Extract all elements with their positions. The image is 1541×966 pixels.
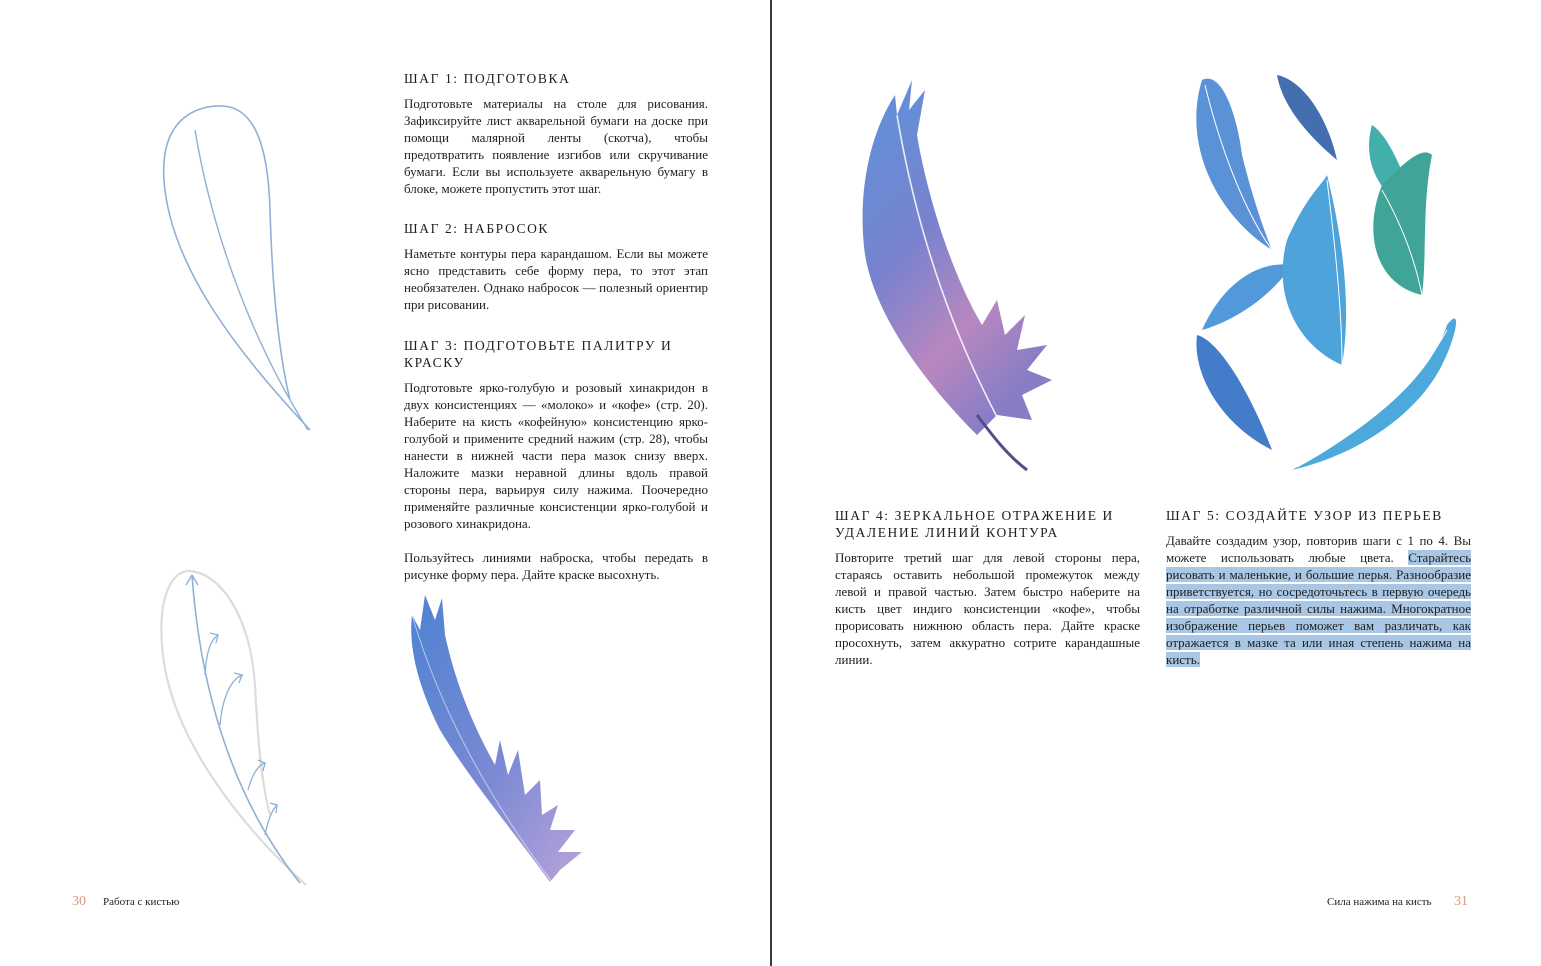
step-5-text xyxy=(1166,532,1471,668)
step-5-text-highlighted[interactable]: Старайтесь рисовать и маленькие, и большие перья. Разнообразие приветствуется, но сосредоточьтесь в первую очередь на отработке различной силы нажима. Многократное изображение перьев поможет вам различать, как отражается в мазке та или иная степень нажима на кисть. xyxy=(1166,550,1472,667)
step-3 xyxy=(404,337,708,583)
step-1-title: ШАГ 1: ПОДГОТОВКА xyxy=(404,71,571,86)
step-2 xyxy=(404,220,708,313)
page-number-left: 30 xyxy=(72,894,86,909)
feather-pattern-image xyxy=(1177,65,1467,475)
feather-sketch-arrows-image xyxy=(150,565,320,890)
large-watercolor-feather-image xyxy=(857,75,1057,475)
right-page xyxy=(772,0,1541,966)
step-5-text-plain: Давайте создадим узор, повторив шаги с 1 по 4. Вы можете использовать любые цвета. xyxy=(1166,533,1471,565)
step-1-text: Подготовьте материалы на столе для рисования. Зафиксируйте лист акварельной бумаги на доске при помощи малярной ленты (скотча), чтобы предотвратить появление изгибов или скручивание бумаги. Если вы используете акварельную бумагу в блоке, можете пропустить этот шаг. xyxy=(404,96,708,196)
page-number-right: 31 xyxy=(1454,894,1468,909)
step-5-title: ШАГ 5: СОЗДАЙТЕ УЗОР ИЗ ПЕРЬЕВ xyxy=(1166,508,1443,523)
running-head-left: Работа с кистью xyxy=(103,896,180,908)
step-4-title: ШАГ 4: ЗЕРКАЛЬНОЕ ОТРАЖЕНИЕ И УДАЛЕНИЕ ЛИНИЙ КОНТУРА xyxy=(835,508,1114,540)
blue-painted-feather-image xyxy=(400,590,590,885)
step-4-text: Повторите третий шаг для левой стороны пера, стараясь оставить небольшой промежуток между левой и правой частью. Затем быстро наберите на кисть цвет индиго консистенции «кофе», чтобы прорисовать нижнюю область пера. Дайте краске просохнуть, затем аккуратно сотрите карандашные линии. xyxy=(835,550,1140,667)
step-1 xyxy=(404,70,708,197)
feather-sketch-outline-image xyxy=(150,100,330,440)
left-page xyxy=(0,0,770,966)
step-3-text: Подготовьте ярко-голубую и розовый хинакридон в двух консистенциях — «молоко» и «кофе» (стр. 20). Наберите на кисть «кофейную» консистенцию ярко-голубой и примените средний нажим (стр. 28), чтобы нанести в нижней части пера мазок снизу вверх. Наложите мазки неравной длины вдоль правой стороны пера, варьируя силу нажима. Поочередно применяйте различные консистенции ярко-голубой и розового хинакридона. xyxy=(404,380,708,531)
step-4 xyxy=(835,507,1140,668)
running-head-right: Сила нажима на кисть xyxy=(1327,896,1432,908)
step-2-text: Наметьте контуры пера карандашом. Если вы можете ясно представить себе форму пера, то этот этап необязателен. Однако набросок — полезный ориентир при рисовании. xyxy=(404,246,708,312)
step-3-title: ШАГ 3: ПОДГОТОВЬТЕ ПАЛИТРУ И КРАСКУ xyxy=(404,338,673,370)
step-2-title: ШАГ 2: НАБРОСОК xyxy=(404,221,550,236)
step-5 xyxy=(1166,507,1471,668)
step-3-text-2: Пользуйтесь линиями наброска, чтобы передать в рисунке форму пера. Дайте краске высохнуть. xyxy=(404,550,708,582)
